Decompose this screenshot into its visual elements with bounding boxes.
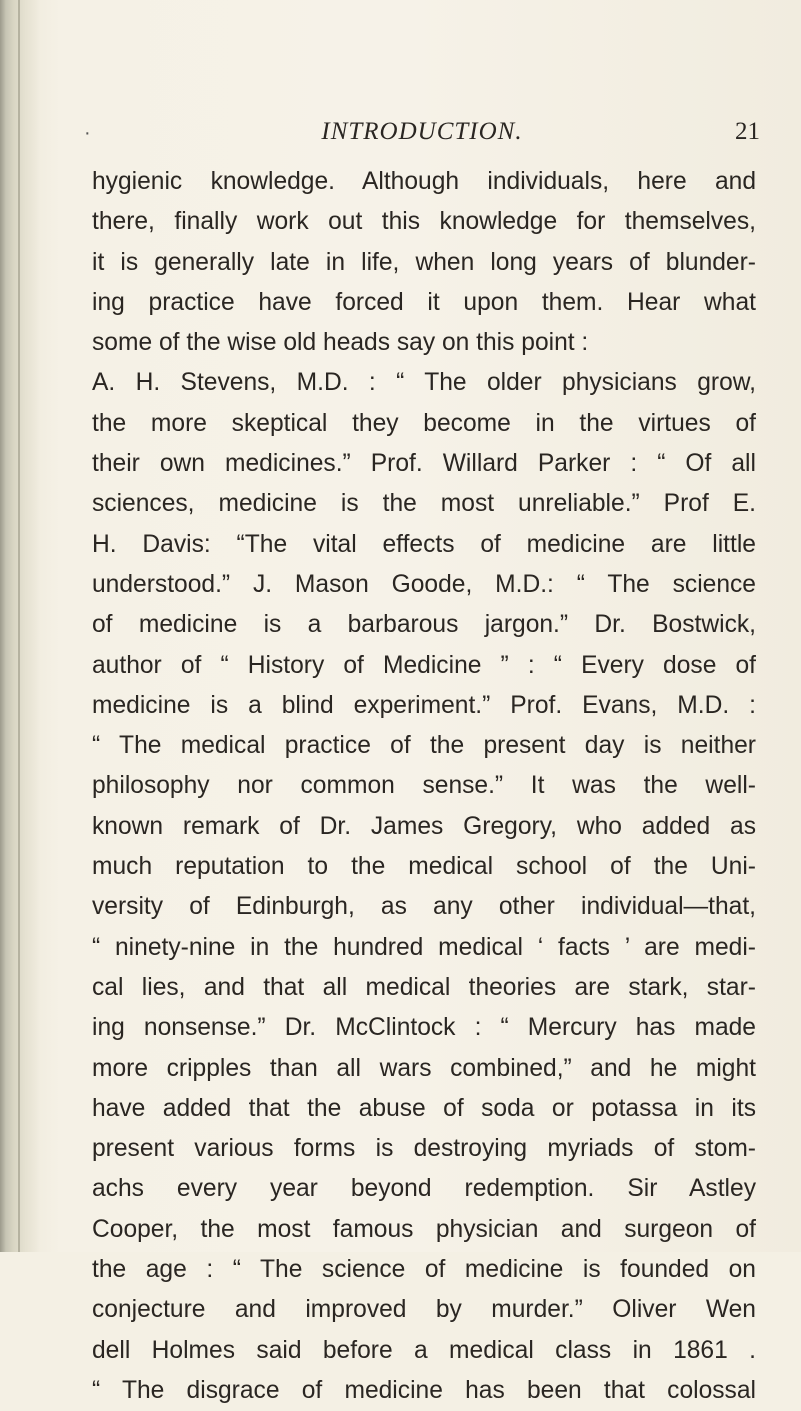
text-line: H. Davis: “The vital effects of medicine are little — [92, 530, 756, 558]
text-line: philosophy nor common sense.” It was the well- — [92, 772, 756, 800]
running-title: INTRODUCTION. — [321, 118, 523, 145]
text-line: conjecture and improved by murder.” Oliver Wen — [92, 1296, 756, 1324]
text-line: cal lies, and that all medical theories are stark, star- — [92, 973, 756, 1001]
text-line: hygienic knowledge. Although individuals, here and — [92, 168, 756, 195]
spine-fold-line — [18, 0, 20, 1252]
book-spine-shadow — [0, 0, 40, 1252]
text-line: versity of Edinburgh, as any other individual—that, — [92, 893, 756, 921]
body-text — [92, 162, 756, 1411]
text-line: present various forms is destroying myriads of stom- — [92, 1135, 756, 1163]
text-line: more cripples than all wars combined,” and he might — [92, 1054, 756, 1082]
text-line: understood.” J. Mason Goode, M.D.: “ The science — [92, 570, 756, 598]
text-line: the age : “ The science of medicine is founded on — [92, 1256, 756, 1284]
text-line: medicine is a blind experiment.” Prof. Evans, M.D. : — [92, 691, 756, 719]
text-line: Cooper, the most famous physician and surgeon of — [92, 1215, 756, 1243]
text-line: ing nonsense.” Dr. McClintock : “ Mercury has made — [92, 1014, 756, 1042]
text-line: there, finally work out this knowledge for themselves, — [92, 208, 756, 236]
text-line: “ The disgrace of medicine has been that colossal — [92, 1376, 756, 1404]
text-line: author of “ History of Medicine ” : “ Every dose of — [92, 651, 756, 679]
text-line: the more skeptical they become in the virtues of — [92, 409, 756, 437]
text-line: “ The medical practice of the present day is neither — [92, 732, 756, 760]
text-line: their own medicines.” Prof. Willard Parker : “ Of all — [92, 450, 756, 478]
page-header — [84, 118, 760, 148]
text-line: achs every year beyond redemption. Sir Astley — [92, 1175, 756, 1203]
text-line: known remark of Dr. James Gregory, who added as — [92, 812, 756, 840]
text-line: some of the wise old heads say on this point : — [92, 329, 589, 357]
header-mark: · — [84, 122, 91, 144]
text-line: sciences, medicine is the most unreliable.” Prof E. — [92, 490, 756, 518]
page-number: 21 — [735, 118, 760, 145]
text-line: “ ninety-nine in the hundred medical ‘ facts ’ are medi- — [92, 933, 756, 961]
text-line: have added that the abuse of soda or potassa in its — [92, 1094, 756, 1122]
text-line: much reputation to the medical school of the Uni- — [92, 853, 756, 881]
text-line: it is generally late in life, when long years of blunder- — [92, 248, 756, 276]
text-line: dell Holmes said before a medical class in 1861 . — [92, 1336, 756, 1364]
text-line: A. H. Stevens, M.D. : “ The older physicians grow, — [92, 369, 756, 397]
text-line: ing practice have forced it upon them. Hear what — [92, 288, 756, 316]
text-line: of medicine is a barbarous jargon.” Dr. Bostwick, — [92, 611, 756, 639]
